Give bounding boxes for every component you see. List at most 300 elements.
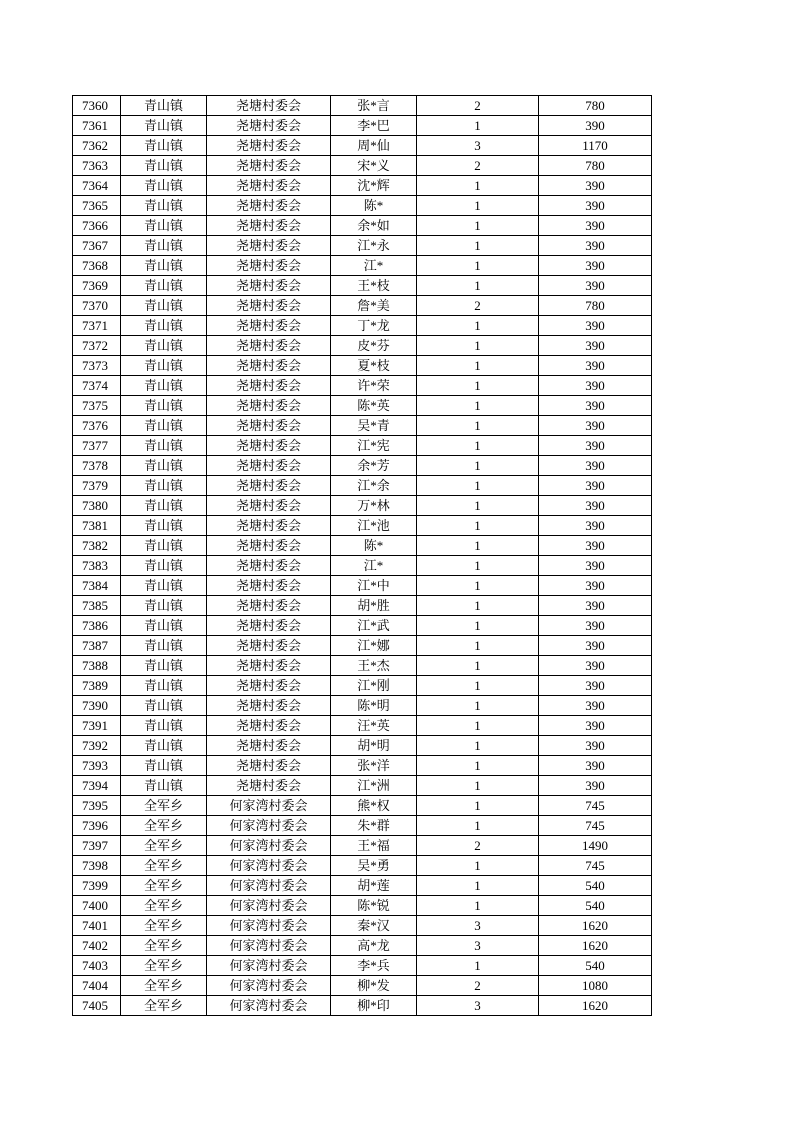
name-cell: 江*池	[331, 516, 417, 536]
township-cell: 青山镇	[121, 476, 207, 496]
count-cell: 1	[417, 796, 539, 816]
name-cell: 陈*	[331, 536, 417, 556]
amount-cell: 390	[539, 276, 652, 296]
name-cell: 柳*发	[331, 976, 417, 996]
township-cell: 全军乡	[121, 916, 207, 936]
name-cell: 柳*印	[331, 996, 417, 1016]
count-cell: 1	[417, 376, 539, 396]
amount-cell: 1080	[539, 976, 652, 996]
village-committee-cell: 何家湾村委会	[207, 936, 331, 956]
name-cell: 余*如	[331, 216, 417, 236]
village-committee-cell: 尧塘村委会	[207, 636, 331, 656]
amount-cell: 540	[539, 956, 652, 976]
table-row	[73, 436, 652, 456]
name-cell: 丁*龙	[331, 316, 417, 336]
amount-cell: 390	[539, 396, 652, 416]
count-cell: 1	[417, 816, 539, 836]
village-committee-cell: 何家湾村委会	[207, 956, 331, 976]
name-cell: 李*巴	[331, 116, 417, 136]
row-number-cell: 7388	[73, 656, 121, 676]
amount-cell: 390	[539, 656, 652, 676]
row-number-cell: 7379	[73, 476, 121, 496]
row-number-cell: 7397	[73, 836, 121, 856]
township-cell: 青山镇	[121, 216, 207, 236]
row-number-cell: 7382	[73, 536, 121, 556]
amount-cell: 390	[539, 696, 652, 716]
table-row	[73, 196, 652, 216]
row-number-cell: 7403	[73, 956, 121, 976]
village-committee-cell: 尧塘村委会	[207, 396, 331, 416]
name-cell: 张*洋	[331, 756, 417, 776]
township-cell: 青山镇	[121, 676, 207, 696]
amount-cell: 390	[539, 196, 652, 216]
name-cell: 万*林	[331, 496, 417, 516]
village-committee-cell: 尧塘村委会	[207, 656, 331, 676]
township-cell: 青山镇	[121, 556, 207, 576]
row-number-cell: 7369	[73, 276, 121, 296]
row-number-cell: 7360	[73, 96, 121, 116]
amount-cell: 540	[539, 896, 652, 916]
row-number-cell: 7394	[73, 776, 121, 796]
row-number-cell: 7387	[73, 636, 121, 656]
township-cell: 全军乡	[121, 856, 207, 876]
township-cell: 青山镇	[121, 136, 207, 156]
village-committee-cell: 何家湾村委会	[207, 836, 331, 856]
table-row	[73, 556, 652, 576]
count-cell: 1	[417, 456, 539, 476]
village-committee-cell: 尧塘村委会	[207, 436, 331, 456]
table-row	[73, 776, 652, 796]
township-cell: 全军乡	[121, 956, 207, 976]
count-cell: 1	[417, 676, 539, 696]
village-committee-cell: 尧塘村委会	[207, 536, 331, 556]
table-row	[73, 956, 652, 976]
township-cell: 青山镇	[121, 356, 207, 376]
count-cell: 1	[417, 316, 539, 336]
amount-cell: 390	[539, 496, 652, 516]
name-cell: 余*芳	[331, 456, 417, 476]
name-cell: 沈*辉	[331, 176, 417, 196]
village-committee-cell: 尧塘村委会	[207, 576, 331, 596]
village-committee-cell: 尧塘村委会	[207, 156, 331, 176]
village-committee-cell: 尧塘村委会	[207, 136, 331, 156]
table-row	[73, 296, 652, 316]
village-committee-cell: 尧塘村委会	[207, 116, 331, 136]
village-committee-cell: 尧塘村委会	[207, 496, 331, 516]
amount-cell: 540	[539, 876, 652, 896]
table-row	[73, 496, 652, 516]
village-committee-cell: 尧塘村委会	[207, 556, 331, 576]
table-row	[73, 236, 652, 256]
township-cell: 全军乡	[121, 896, 207, 916]
count-cell: 1	[417, 896, 539, 916]
amount-cell: 1490	[539, 836, 652, 856]
amount-cell: 390	[539, 216, 652, 236]
amount-cell: 780	[539, 296, 652, 316]
row-number-cell: 7401	[73, 916, 121, 936]
count-cell: 1	[417, 656, 539, 676]
village-committee-cell: 尧塘村委会	[207, 316, 331, 336]
count-cell: 2	[417, 296, 539, 316]
table-row	[73, 516, 652, 536]
row-number-cell: 7368	[73, 256, 121, 276]
count-cell: 1	[417, 756, 539, 776]
row-number-cell: 7399	[73, 876, 121, 896]
township-cell: 全军乡	[121, 996, 207, 1016]
amount-cell: 390	[539, 776, 652, 796]
township-cell: 青山镇	[121, 276, 207, 296]
amount-cell: 390	[539, 636, 652, 656]
township-cell: 全军乡	[121, 976, 207, 996]
amount-cell: 390	[539, 676, 652, 696]
count-cell: 1	[417, 856, 539, 876]
village-committee-cell: 尧塘村委会	[207, 476, 331, 496]
amount-cell: 780	[539, 96, 652, 116]
table-row	[73, 836, 652, 856]
village-committee-cell: 尧塘村委会	[207, 176, 331, 196]
amount-cell: 390	[539, 536, 652, 556]
table-row	[73, 256, 652, 276]
row-number-cell: 7366	[73, 216, 121, 236]
village-committee-cell: 尧塘村委会	[207, 336, 331, 356]
township-cell: 青山镇	[121, 316, 207, 336]
name-cell: 詹*美	[331, 296, 417, 316]
name-cell: 江*刚	[331, 676, 417, 696]
name-cell: 张*言	[331, 96, 417, 116]
village-committee-cell: 尧塘村委会	[207, 756, 331, 776]
village-committee-cell: 尧塘村委会	[207, 196, 331, 216]
row-number-cell: 7404	[73, 976, 121, 996]
amount-cell: 745	[539, 856, 652, 876]
township-cell: 全军乡	[121, 796, 207, 816]
table-row	[73, 456, 652, 476]
count-cell: 1	[417, 516, 539, 536]
amount-cell: 390	[539, 596, 652, 616]
amount-cell: 390	[539, 176, 652, 196]
row-number-cell: 7385	[73, 596, 121, 616]
table-row	[73, 336, 652, 356]
name-cell: 江*洲	[331, 776, 417, 796]
village-committee-cell: 尧塘村委会	[207, 296, 331, 316]
amount-cell: 390	[539, 576, 652, 596]
row-number-cell: 7370	[73, 296, 121, 316]
table-row	[73, 916, 652, 936]
name-cell: 江*中	[331, 576, 417, 596]
township-cell: 青山镇	[121, 536, 207, 556]
count-cell: 1	[417, 336, 539, 356]
township-cell: 青山镇	[121, 776, 207, 796]
amount-cell: 390	[539, 316, 652, 336]
table-body	[73, 96, 652, 1016]
amount-cell: 1620	[539, 916, 652, 936]
township-cell: 青山镇	[121, 336, 207, 356]
village-committee-cell: 尧塘村委会	[207, 256, 331, 276]
count-cell: 1	[417, 176, 539, 196]
table-row	[73, 136, 652, 156]
row-number-cell: 7371	[73, 316, 121, 336]
name-cell: 王*枝	[331, 276, 417, 296]
count-cell: 3	[417, 916, 539, 936]
table-row	[73, 596, 652, 616]
township-cell: 青山镇	[121, 616, 207, 636]
amount-cell: 390	[539, 616, 652, 636]
table-row	[73, 376, 652, 396]
count-cell: 1	[417, 416, 539, 436]
village-committee-cell: 尧塘村委会	[207, 456, 331, 476]
table-row	[73, 736, 652, 756]
amount-cell: 390	[539, 556, 652, 576]
row-number-cell: 7405	[73, 996, 121, 1016]
name-cell: 李*兵	[331, 956, 417, 976]
count-cell: 1	[417, 496, 539, 516]
table-row	[73, 156, 652, 176]
count-cell: 1	[417, 476, 539, 496]
table-row	[73, 856, 652, 876]
name-cell: 王*福	[331, 836, 417, 856]
row-number-cell: 7363	[73, 156, 121, 176]
row-number-cell: 7376	[73, 416, 121, 436]
table-row	[73, 356, 652, 376]
table-row	[73, 116, 652, 136]
table-row	[73, 896, 652, 916]
village-committee-cell: 尧塘村委会	[207, 516, 331, 536]
table-row	[73, 96, 652, 116]
count-cell: 1	[417, 576, 539, 596]
amount-cell: 390	[539, 516, 652, 536]
village-committee-cell: 尧塘村委会	[207, 776, 331, 796]
township-cell: 青山镇	[121, 196, 207, 216]
township-cell: 全军乡	[121, 936, 207, 956]
table-row	[73, 276, 652, 296]
name-cell: 胡*胜	[331, 596, 417, 616]
row-number-cell: 7384	[73, 576, 121, 596]
township-cell: 青山镇	[121, 156, 207, 176]
amount-cell: 390	[539, 336, 652, 356]
village-committee-cell: 尧塘村委会	[207, 596, 331, 616]
village-committee-cell: 何家湾村委会	[207, 916, 331, 936]
count-cell: 1	[417, 596, 539, 616]
table-row	[73, 696, 652, 716]
row-number-cell: 7364	[73, 176, 121, 196]
village-committee-cell: 尧塘村委会	[207, 676, 331, 696]
name-cell: 胡*莲	[331, 876, 417, 896]
township-cell: 青山镇	[121, 456, 207, 476]
amount-cell: 745	[539, 816, 652, 836]
township-cell: 青山镇	[121, 696, 207, 716]
name-cell: 江*武	[331, 616, 417, 636]
count-cell: 2	[417, 976, 539, 996]
name-cell: 皮*芬	[331, 336, 417, 356]
amount-cell: 390	[539, 376, 652, 396]
table-row	[73, 636, 652, 656]
name-cell: 朱*群	[331, 816, 417, 836]
village-committee-cell: 尧塘村委会	[207, 736, 331, 756]
row-number-cell: 7395	[73, 796, 121, 816]
count-cell: 2	[417, 836, 539, 856]
row-number-cell: 7380	[73, 496, 121, 516]
township-cell: 青山镇	[121, 756, 207, 776]
count-cell: 3	[417, 936, 539, 956]
name-cell: 宋*义	[331, 156, 417, 176]
count-cell: 1	[417, 256, 539, 276]
row-number-cell: 7367	[73, 236, 121, 256]
township-cell: 青山镇	[121, 716, 207, 736]
amount-cell: 390	[539, 256, 652, 276]
count-cell: 1	[417, 196, 539, 216]
village-committee-cell: 何家湾村委会	[207, 856, 331, 876]
name-cell: 陈*	[331, 196, 417, 216]
name-cell: 熊*权	[331, 796, 417, 816]
amount-cell: 390	[539, 416, 652, 436]
count-cell: 1	[417, 636, 539, 656]
table-row	[73, 656, 652, 676]
count-cell: 1	[417, 876, 539, 896]
village-committee-cell: 尧塘村委会	[207, 276, 331, 296]
row-number-cell: 7381	[73, 516, 121, 536]
name-cell: 秦*汉	[331, 916, 417, 936]
name-cell: 陈*英	[331, 396, 417, 416]
township-cell: 青山镇	[121, 396, 207, 416]
township-cell: 青山镇	[121, 416, 207, 436]
name-cell: 陈*明	[331, 696, 417, 716]
township-cell: 青山镇	[121, 96, 207, 116]
row-number-cell: 7386	[73, 616, 121, 636]
count-cell: 1	[417, 276, 539, 296]
amount-cell: 390	[539, 476, 652, 496]
name-cell: 周*仙	[331, 136, 417, 156]
row-number-cell: 7393	[73, 756, 121, 776]
row-number-cell: 7374	[73, 376, 121, 396]
village-committee-cell: 尧塘村委会	[207, 216, 331, 236]
township-cell: 青山镇	[121, 596, 207, 616]
amount-cell: 390	[539, 716, 652, 736]
village-committee-cell: 何家湾村委会	[207, 996, 331, 1016]
table-row	[73, 976, 652, 996]
village-committee-cell: 尧塘村委会	[207, 696, 331, 716]
name-cell: 汪*英	[331, 716, 417, 736]
table-row	[73, 796, 652, 816]
count-cell: 1	[417, 236, 539, 256]
count-cell: 1	[417, 696, 539, 716]
table-row	[73, 536, 652, 556]
village-committee-cell: 尧塘村委会	[207, 416, 331, 436]
row-number-cell: 7383	[73, 556, 121, 576]
row-number-cell: 7402	[73, 936, 121, 956]
count-cell: 1	[417, 736, 539, 756]
name-cell: 陈*锐	[331, 896, 417, 916]
table-row	[73, 576, 652, 596]
table-row	[73, 396, 652, 416]
count-cell: 1	[417, 536, 539, 556]
row-number-cell: 7361	[73, 116, 121, 136]
count-cell: 1	[417, 776, 539, 796]
name-cell: 江*	[331, 256, 417, 276]
name-cell: 江*	[331, 556, 417, 576]
name-cell: 吴*勇	[331, 856, 417, 876]
village-committee-cell: 尧塘村委会	[207, 236, 331, 256]
count-cell: 2	[417, 96, 539, 116]
table-row	[73, 176, 652, 196]
row-number-cell: 7396	[73, 816, 121, 836]
table-row	[73, 616, 652, 636]
table-row	[73, 316, 652, 336]
row-number-cell: 7372	[73, 336, 121, 356]
table-row	[73, 756, 652, 776]
row-number-cell: 7375	[73, 396, 121, 416]
count-cell: 1	[417, 716, 539, 736]
township-cell: 青山镇	[121, 496, 207, 516]
row-number-cell: 7373	[73, 356, 121, 376]
name-cell: 高*龙	[331, 936, 417, 956]
name-cell: 王*杰	[331, 656, 417, 676]
table-row	[73, 816, 652, 836]
amount-cell: 390	[539, 236, 652, 256]
table-row	[73, 216, 652, 236]
township-cell: 青山镇	[121, 176, 207, 196]
village-committee-cell: 尧塘村委会	[207, 96, 331, 116]
village-committee-cell: 尧塘村委会	[207, 376, 331, 396]
township-cell: 青山镇	[121, 516, 207, 536]
table-row	[73, 716, 652, 736]
count-cell: 1	[417, 396, 539, 416]
row-number-cell: 7400	[73, 896, 121, 916]
name-cell: 夏*枝	[331, 356, 417, 376]
count-cell: 3	[417, 996, 539, 1016]
amount-cell: 745	[539, 796, 652, 816]
amount-cell: 1170	[539, 136, 652, 156]
village-committee-cell: 尧塘村委会	[207, 616, 331, 636]
name-cell: 吴*青	[331, 416, 417, 436]
township-cell: 青山镇	[121, 656, 207, 676]
data-table	[72, 95, 652, 1016]
village-committee-cell: 尧塘村委会	[207, 716, 331, 736]
amount-cell: 390	[539, 356, 652, 376]
township-cell: 青山镇	[121, 576, 207, 596]
row-number-cell: 7390	[73, 696, 121, 716]
row-number-cell: 7377	[73, 436, 121, 456]
row-number-cell: 7392	[73, 736, 121, 756]
row-number-cell: 7398	[73, 856, 121, 876]
amount-cell: 1620	[539, 996, 652, 1016]
name-cell: 胡*明	[331, 736, 417, 756]
count-cell: 3	[417, 136, 539, 156]
count-cell: 2	[417, 156, 539, 176]
amount-cell: 1620	[539, 936, 652, 956]
table-row	[73, 476, 652, 496]
name-cell: 江*娜	[331, 636, 417, 656]
township-cell: 青山镇	[121, 636, 207, 656]
name-cell: 江*宪	[331, 436, 417, 456]
amount-cell: 390	[539, 736, 652, 756]
amount-cell: 390	[539, 756, 652, 776]
amount-cell: 390	[539, 456, 652, 476]
village-committee-cell: 何家湾村委会	[207, 896, 331, 916]
table-row	[73, 996, 652, 1016]
count-cell: 1	[417, 216, 539, 236]
village-committee-cell: 尧塘村委会	[207, 356, 331, 376]
row-number-cell: 7362	[73, 136, 121, 156]
township-cell: 全军乡	[121, 816, 207, 836]
township-cell: 青山镇	[121, 376, 207, 396]
township-cell: 青山镇	[121, 236, 207, 256]
name-cell: 江*余	[331, 476, 417, 496]
count-cell: 1	[417, 556, 539, 576]
village-committee-cell: 何家湾村委会	[207, 876, 331, 896]
count-cell: 1	[417, 616, 539, 636]
row-number-cell: 7378	[73, 456, 121, 476]
village-committee-cell: 何家湾村委会	[207, 796, 331, 816]
count-cell: 1	[417, 956, 539, 976]
